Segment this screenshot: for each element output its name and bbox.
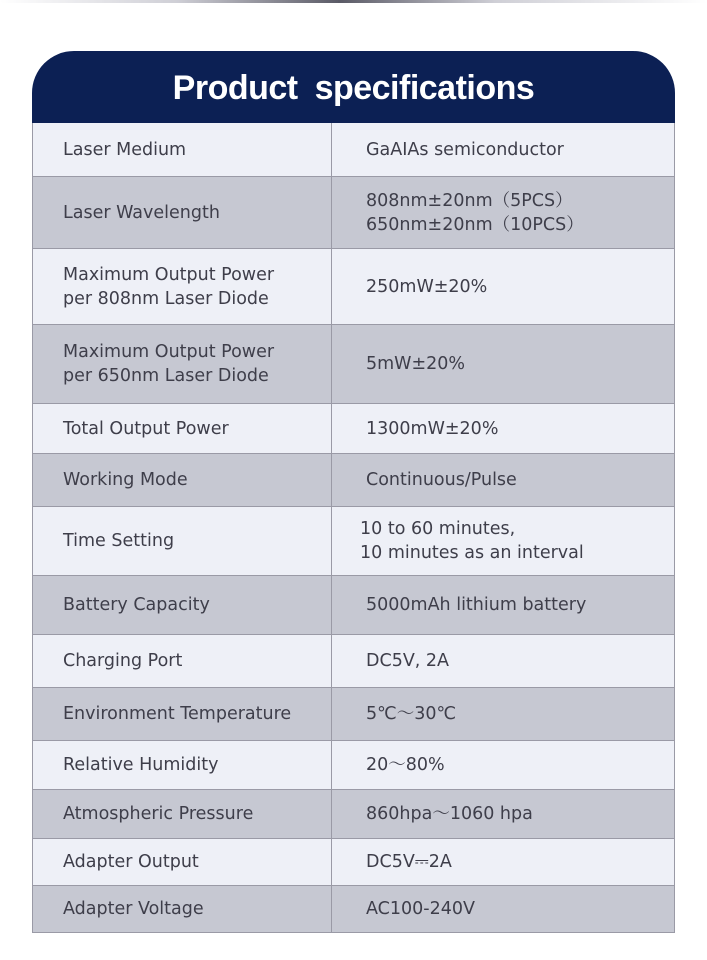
spec-label-laser-wavelength: Laser Wavelength: [33, 177, 332, 248]
spec-row-charging-port: [33, 634, 674, 687]
spec-row-laser-medium: [33, 123, 674, 176]
specifications-card: [32, 51, 675, 933]
spec-row-environment-temperature: [33, 687, 674, 740]
spec-row-battery-capacity: [33, 575, 674, 634]
spec-value-environment-temperature: 5℃～30℃: [366, 704, 457, 724]
spec-label-adapter-voltage: Adapter Voltage: [33, 886, 332, 932]
spec-label-working-mode: Working Mode: [33, 454, 332, 506]
spec-label-adapter-output: Adapter Output: [33, 839, 332, 885]
spec-value-laser-wavelength: 808nm±20nm（5PCS） 650nm±20nm（10PCS）: [366, 190, 584, 235]
specifications-header: [32, 51, 675, 123]
spec-value-adapter-output: DC5V⎓2A: [366, 852, 452, 872]
spec-row-atmospheric-pressure: [33, 789, 674, 838]
spec-label-relative-humidity: Relative Humidity: [33, 741, 332, 789]
spec-value-laser-medium: GaAIAs semiconductor: [366, 139, 564, 160]
spec-value-relative-humidity: 20～80%: [366, 755, 445, 775]
spec-row-working-mode: [33, 453, 674, 506]
spec-value-max-output-650: 5mW±20%: [366, 354, 466, 374]
spec-row-total-output: [33, 403, 674, 453]
spec-value-max-output-808: 250mW±20%: [366, 276, 488, 297]
spec-row-time-setting: [33, 506, 674, 575]
spec-row-max-output-650: [33, 324, 674, 403]
spec-row-adapter-output: [33, 838, 674, 885]
spec-row-laser-wavelength: [33, 176, 674, 248]
spec-value-time-setting: 10 to 60 minutes, 10 minutes as an interval: [360, 519, 584, 563]
spec-label-laser-medium: Laser Medium: [33, 123, 332, 176]
page-title: Product specifications: [172, 68, 535, 107]
spec-label-charging-port: Charging Port: [33, 635, 332, 687]
spec-label-battery-capacity: Battery Capacity: [33, 576, 332, 634]
spec-row-relative-humidity: [33, 740, 674, 789]
spec-row-max-output-808: [33, 248, 674, 324]
spec-label-max-output-650: Maximum Output Power per 650nm Laser Diode: [33, 325, 332, 403]
spec-label-time-setting: Time Setting: [33, 507, 332, 575]
spec-label-atmospheric-pressure: Atmospheric Pressure: [33, 790, 332, 838]
spec-label-environment-temperature: Environment Temperature: [33, 688, 332, 740]
top-divider-line: [0, 0, 707, 3]
specifications-table: [32, 123, 675, 933]
spec-value-working-mode: Continuous/Pulse: [366, 470, 517, 490]
spec-value-adapter-voltage: AC100-240V: [366, 899, 475, 919]
spec-label-max-output-808: Maximum Output Power per 808nm Laser Diode: [33, 249, 332, 324]
spec-value-total-output: 1300mW±20%: [366, 418, 499, 439]
spec-label-total-output: Total Output Power: [33, 404, 332, 453]
spec-value-battery-capacity: 5000mAh lithium battery: [366, 595, 587, 615]
spec-row-adapter-voltage: [33, 885, 674, 932]
spec-value-charging-port: DC5V, 2A: [366, 651, 450, 671]
spec-value-atmospheric-pressure: 860hpa～1060 hpa: [366, 804, 533, 824]
